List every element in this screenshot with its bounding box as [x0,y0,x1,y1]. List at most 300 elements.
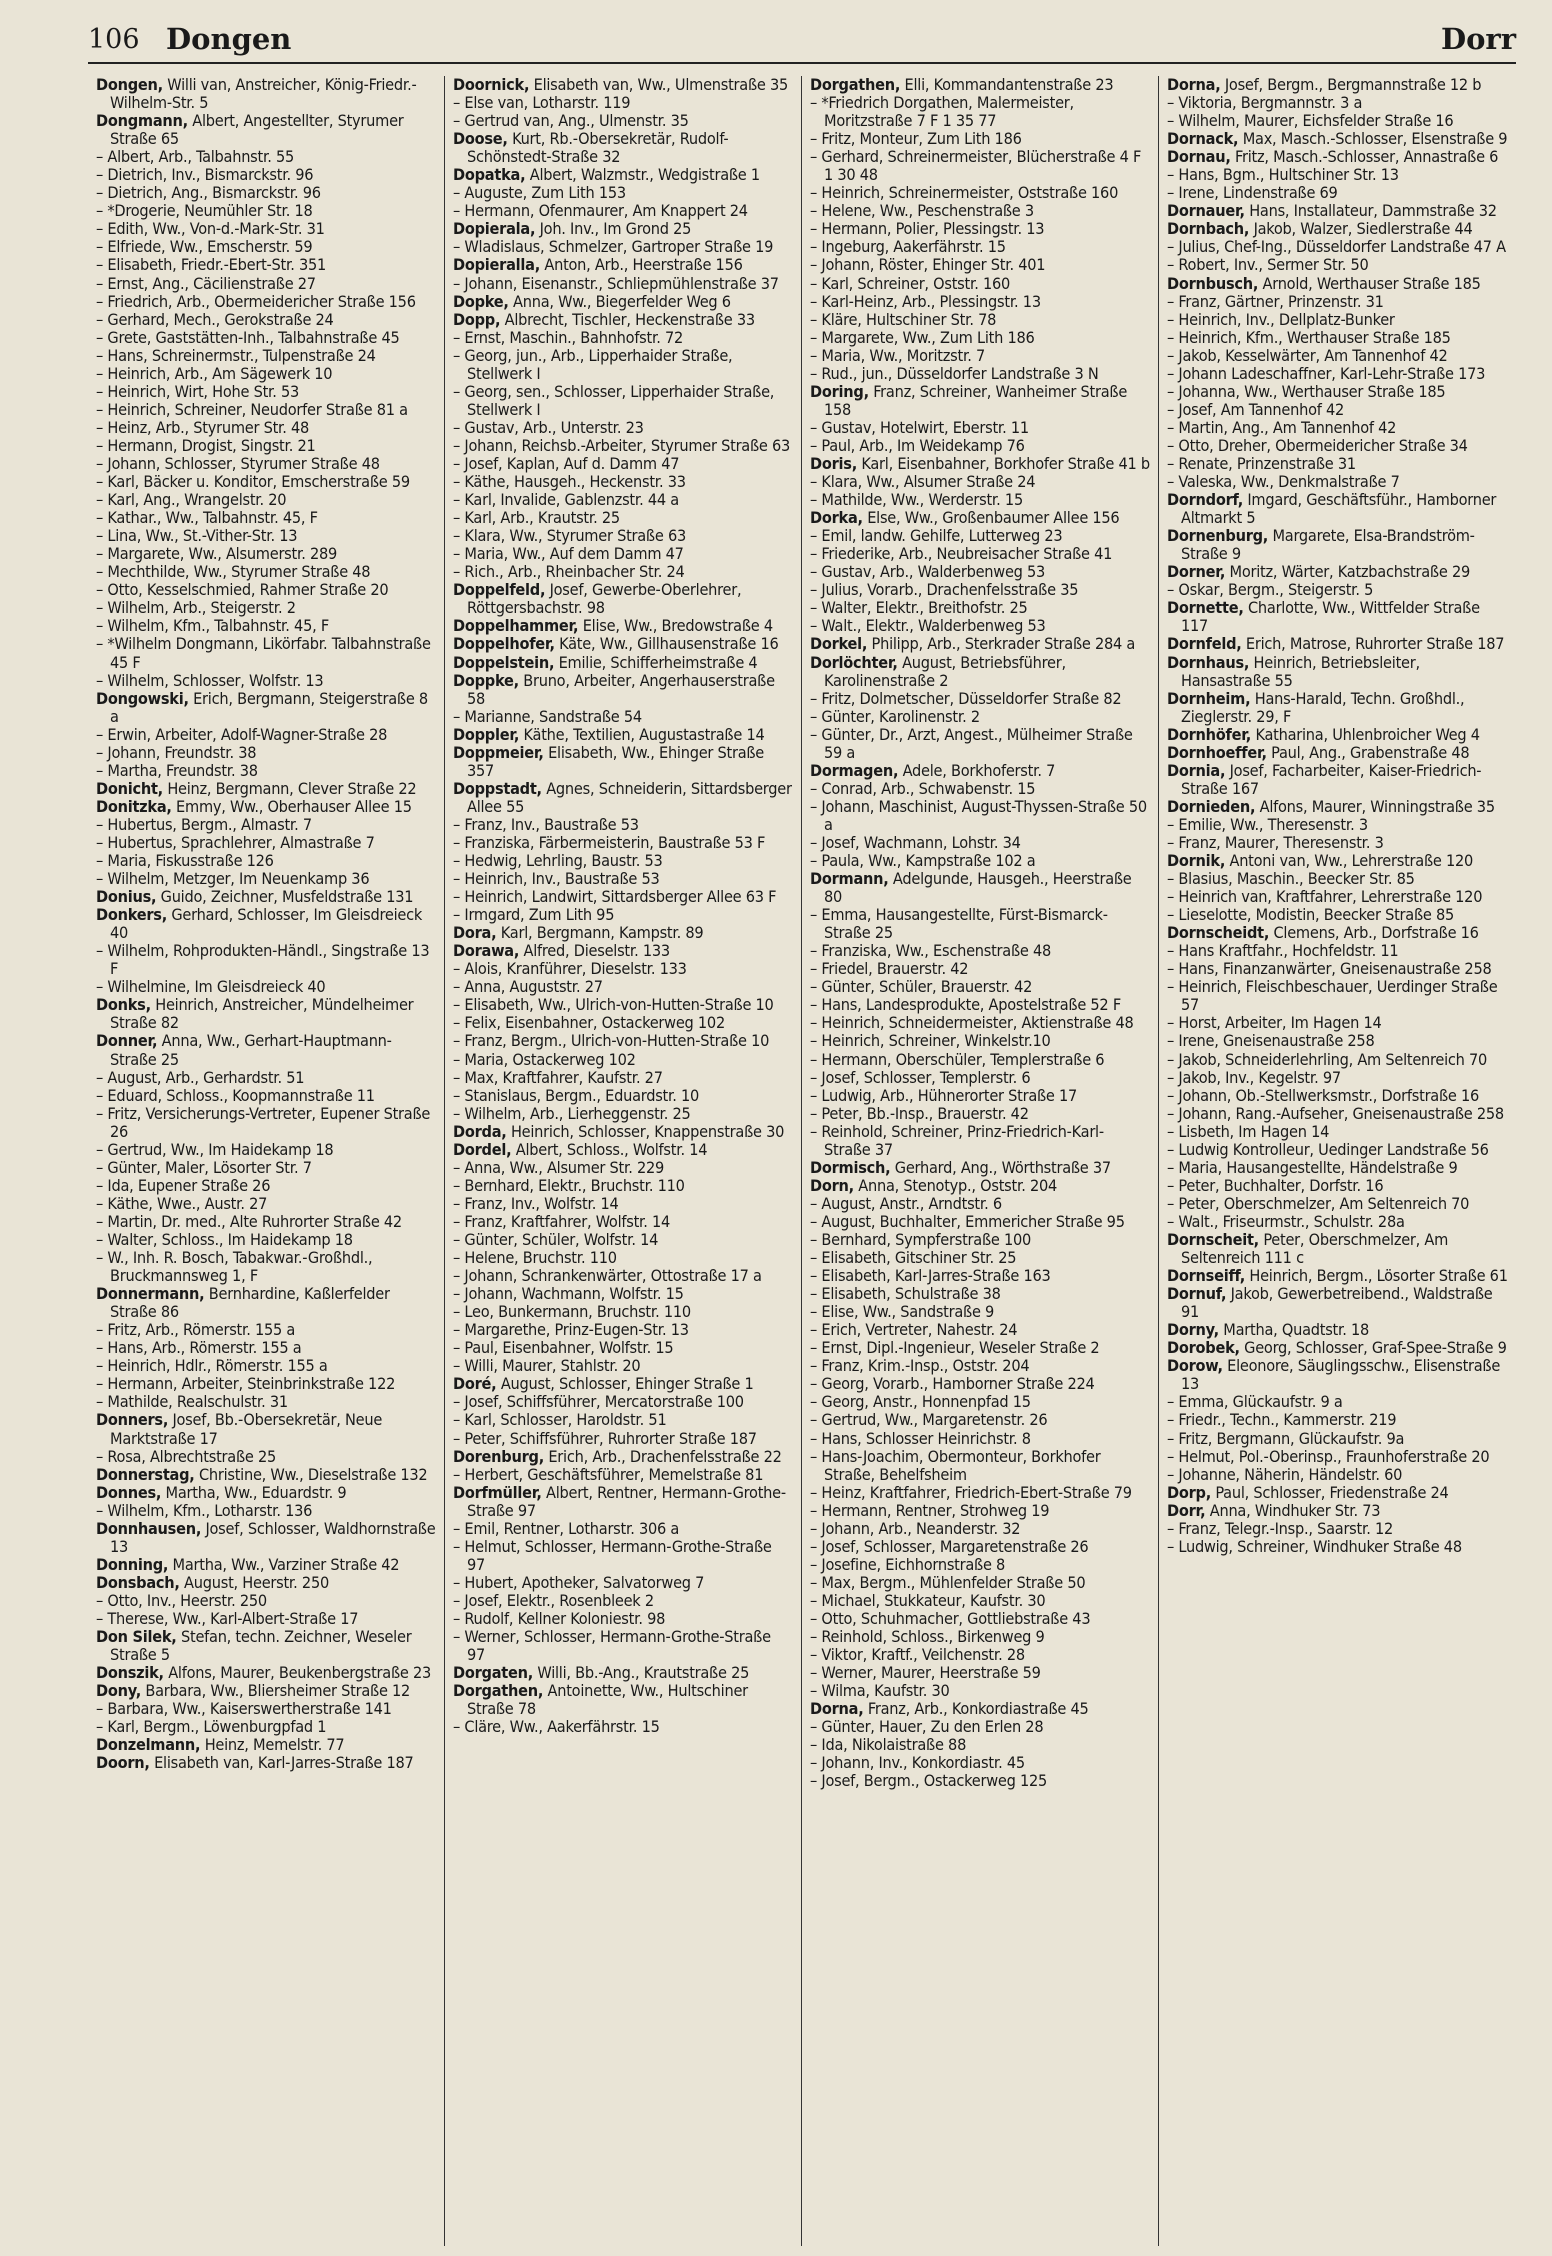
directory-entry [453,1195,793,1213]
entry-details: – Friedel, Brauerstr. 42 [810,959,969,979]
entry-details: – August, Buchhalter, Emmericher Straße 95 [810,1211,1125,1231]
entry-details: – Dietrich, Inv., Bismarckstr. 96 [96,165,314,185]
entry-surname: Donsbach, [96,1572,180,1592]
entry-surname: Don Silek, [96,1627,177,1647]
entry-surname: Dornauer, [1167,201,1245,221]
entry-details: – Helene, Ww., Peschenstraße 3 [810,201,1034,221]
entry-details: Bernhardine, Kaßlerfelder Straße 86 [110,1284,395,1322]
entry-surname: Dopatka, [453,165,526,185]
entry-details: Heinz, Memelstr. 77 [200,1735,345,1755]
entry-surname: Doring, [810,381,869,401]
directory-entry [96,1466,436,1484]
entry-details: – Irene, Gneisenaustraße 258 [1167,1031,1375,1051]
directory-entry [1167,599,1508,635]
entry-details: – Georg, jun., Arb., Lipperhaider Straße, Stellwerk I [453,345,737,383]
directory-entry [96,599,436,617]
entry-details: – Käthe, Wwe., Austr. 27 [96,1193,268,1213]
directory-entry [96,1285,436,1321]
directory-entry [96,1069,436,1087]
directory-entry [96,1610,436,1628]
entry-details: August, Betriebsführer, Karolinenstraße 2 [824,652,1071,690]
entry-details: – Hermann, Drogist, Singstr. 21 [96,435,316,455]
entry-details: – Franz, Gärtner, Prinzenstr. 31 [1167,291,1384,311]
entry-details: – Franz, Kraftfahrer, Wolfstr. 14 [453,1211,671,1231]
directory-entry [453,166,793,184]
entry-details: Heinrich, Bergm., Lösorter Straße 61 [1245,1266,1508,1286]
entry-details: – Johann, Ob.-Stellwerksmstr., Dorfstraße 16 [1167,1085,1480,1105]
entry-details: – Werner, Schlosser, Hermann-Grothe-Straße 97 [453,1627,776,1665]
directory-entry [453,455,793,473]
entry-surname: Dornuf, [1167,1284,1227,1304]
entry-details: – Otto, Dreher, Obermeidericher Straße 34 [1167,435,1468,455]
entry-details: – Lisbeth, Im Hagen 14 [1167,1121,1330,1141]
directory-entry [453,888,793,906]
entry-details: – Heinrich, Schneidermeister, Aktienstraße 48 [810,1013,1134,1033]
directory-entry [1167,1448,1508,1466]
entry-details: – Elisabeth, Friedr.-Ebert-Str. 351 [96,255,327,275]
entry-details: Fritz, Masch.-Schlosser, Annastraße 6 [1230,147,1499,167]
directory-entry [96,617,436,635]
entry-surname: Dorr, [1167,1500,1206,1520]
entry-details: – Heinrich, Schreiner, Neudorfer Straße 81 a [96,399,408,419]
directory-entry [1167,1484,1508,1502]
directory-entry [1167,347,1508,365]
entry-details: – Günter, Dr., Arzt, Angest., Mülheimer Straße 59 a [810,724,1137,762]
entry-surname: Dorgathen, [810,76,901,94]
directory-entry [810,1105,1150,1123]
directory-entry [96,1664,436,1682]
directory-entry [1167,1393,1508,1411]
entry-details: – Martha, Freundstr. 38 [96,760,258,780]
entry-details: – Ida, Nikolaistraße 88 [810,1735,967,1755]
entry-details: – Marianne, Sandstraße 54 [453,706,642,726]
entry-details: – Fritz, Versicherungs-Vertreter, Eupener Straße 26 [96,1103,435,1141]
directory-entry [1167,1087,1508,1105]
directory-entry [1167,1014,1508,1032]
entry-details: – Irmgard, Zum Lith 95 [453,905,615,925]
entry-details: – Wilma, Kaufstr. 30 [810,1681,950,1701]
entry-surname: Donks, [96,995,151,1015]
entry-details: Jakob, Walzer, Siedlerstraße 44 [1249,219,1473,239]
directory-entry [810,780,1150,798]
directory-entry [453,1430,793,1448]
entry-details: – Irene, Lindenstraße 69 [1167,183,1338,203]
entry-details: – Cläre, Ww., Aakerfährstr. 15 [453,1717,660,1737]
entry-details: – Hermann, Oberschüler, Templerstraße 6 [810,1049,1105,1069]
entry-details: – Heinrich, Inv., Dellplatz-Bunker [1167,309,1395,329]
entry-details: – Ernst, Dipl.-Ingenieur, Weseler Straße 2 [810,1338,1100,1358]
entry-details: Karl, Eisenbahner, Borkhofer Straße 41 b [856,453,1150,473]
directory-entry [453,311,793,329]
directory-entry [1167,924,1508,942]
entry-details: – Hermann, Ofenmaurer, Am Knappert 24 [453,201,748,221]
directory-entry [453,996,793,1014]
directory-entry [1167,906,1508,924]
directory-entry [96,365,436,383]
directory-entry [96,419,436,437]
directory-entry [453,1141,793,1159]
directory-entry [453,1123,793,1141]
entry-details: – Franz, Telegr.-Insp., Saarstr. 12 [1167,1518,1393,1538]
entry-surname: Donnermann, [96,1284,205,1304]
directory-entry [453,978,793,996]
directory-entry [810,275,1150,293]
entry-surname: Dorlöchter, [810,652,898,672]
directory-entry [96,1087,436,1105]
entry-details: – Peter, Schiffsführer, Ruhrorter Straße 187 [453,1428,757,1448]
entry-surname: Dorndorf, [1167,490,1243,510]
directory-entry [1167,870,1508,888]
entry-details: – Gertrud, Ww., Im Haidekamp 18 [96,1139,334,1159]
directory-entry [96,852,436,870]
entry-details: – Ida, Eupener Straße 26 [96,1175,271,1195]
entry-details: – Rud., jun., Düsseldorfer Landstraße 3 N [810,363,1099,383]
directory-entry [1167,1123,1508,1141]
entry-details: – Rosa, Albrechtstraße 25 [96,1446,276,1466]
entry-details: – Erich, Vertreter, Nahestr. 24 [810,1320,1018,1340]
directory-entry [96,726,436,744]
directory-entry [1167,491,1508,527]
directory-entry [96,563,436,581]
entry-details: – Helene, Bruchstr. 110 [453,1248,617,1268]
directory-entry [96,455,436,473]
entry-details: Käthe, Textilien, Augustastraße 14 [519,724,765,744]
directory-entry [810,365,1150,383]
directory-entry [453,1231,793,1249]
entry-details: Karl, Bergmann, Kampstr. 89 [496,923,704,943]
entry-details: – Heinrich, Arb., Am Sägewerk 10 [96,363,333,383]
entry-details: – Wilhelm, Rohprodukten-Händl., Singstraße 13 F [96,941,434,979]
directory-entry [453,617,793,635]
directory-entry [1167,1339,1508,1357]
directory-entry [453,960,793,978]
directory-entry [453,726,793,744]
entry-details: – Johann, Wachmann, Wolfstr. 15 [453,1284,684,1304]
directory-entry [96,581,436,599]
directory-entry [453,1610,793,1628]
directory-entry [96,1141,436,1159]
entry-details: Martha, Ww., Eduardstr. 9 [161,1482,347,1502]
directory-entry [1167,798,1508,816]
directory-entry [96,1159,436,1177]
directory-entry [1167,473,1508,491]
directory-entry [96,491,436,509]
directory-entry [96,383,436,401]
entry-surname: Dopke, [453,291,509,311]
directory-entry [810,1321,1150,1339]
entry-surname: Dornfeld, [1167,634,1242,654]
entry-surname: Dopierala, [453,219,536,239]
directory-entry [810,762,1150,780]
directory-entry [810,726,1150,762]
directory-entry [96,780,436,798]
entry-details: – Günter, Schüler, Brauerstr. 42 [810,977,1033,997]
directory-entry [96,1249,436,1285]
entry-surname: Donkers, [96,905,167,925]
entry-details: – Karl, Schreiner, Oststr. 160 [810,273,1011,293]
directory-entry [1167,1411,1508,1429]
directory-entry [453,744,793,780]
entry-details: – Friedrich, Arb., Obermeidericher Straße 156 [96,291,416,311]
directory-entry [96,672,436,690]
entry-details: Emmy, Ww., Oberhauser Allee 15 [171,796,412,816]
entry-details: – Oskar, Bergm., Steigerstr. 5 [1167,580,1374,600]
directory-entry [453,1285,793,1303]
directory-entry [1167,76,1508,94]
entry-details: – Bernhard, Elektr., Bruchstr. 110 [453,1175,685,1195]
entry-details: Albert, Schloss., Wolfstr. 14 [511,1139,708,1159]
directory-entry [1167,202,1508,220]
entry-details: – Franziska, Färbermeisterin, Baustraße 53 F [453,832,766,852]
entry-details: – Günter, Maler, Lösorter Str. 7 [96,1157,312,1177]
entry-details: – Johann Ladeschaffner, Karl-Lehr-Straße 173 [1167,363,1486,383]
entry-surname: Dornhöfer, [1167,724,1252,744]
entry-details: – Maria, Hausangestellte, Händelstraße 9 [1167,1157,1458,1177]
directory-entry [810,1375,1150,1393]
entry-details: Josef, Facharbeiter, Kaiser-Friedrich-Straße 167 [1181,760,1482,798]
entry-surname: Dorny, [1167,1320,1219,1340]
entry-details: – Hubert, Apotheker, Salvatorweg 7 [453,1572,705,1592]
entry-details: – Heinrich, Landwirt, Sittardsberger Allee 63 F [453,887,777,907]
directory-entry [1167,581,1508,599]
entry-surname: Dorn, [810,1175,854,1195]
directory-entry [810,708,1150,726]
directory-entry [453,293,793,311]
entry-details: Alfons, Maurer, Winningstraße 35 [1255,796,1495,816]
entry-details: – Else van, Lotharstr. 119 [453,93,631,113]
entry-surname: Dopp, [453,309,501,329]
directory-entry [1167,383,1508,401]
entry-surname: Dornik, [1167,851,1226,871]
entry-details: – Ludwig, Arb., Hühnerorter Straße 17 [810,1085,1078,1105]
entry-surname: Dorp, [1167,1482,1211,1502]
entry-details: – Conrad, Arb., Schwabenstr. 15 [810,778,1036,798]
page-header [88,22,1516,64]
entry-details: – Elisabeth, Ww., Ulrich-von-Hutten-Straße 10 [453,995,774,1015]
entry-details: – Peter, Oberschmelzer, Am Seltenreich 70 [1167,1193,1470,1213]
entry-details: – Max, Bergm., Mühlenfelder Straße 50 [810,1572,1086,1592]
directory-entry [810,1213,1150,1231]
directory-entry [453,473,793,491]
directory-entry [810,834,1150,852]
entry-details: – Maria, Ww., Moritzstr. 7 [810,345,985,365]
directory-entry [810,1339,1150,1357]
entry-details: – Julius, Chef-Ing., Düsseldorfer Landstraße 47 A [1167,237,1506,257]
directory-entry [810,1195,1150,1213]
directory-entry [810,1682,1150,1700]
directory-entry [810,1754,1150,1772]
directory-entry [810,76,1150,94]
directory-entry [96,816,436,834]
directory-entry [453,1484,793,1520]
entry-details: Anna, Ww., Gerhart-Hauptmann-Straße 25 [110,1031,392,1069]
directory-entry [96,942,436,978]
entry-details: Antoni van, Ww., Lehrerstraße 120 [1225,851,1474,871]
entry-details: – *Wilhelm Dongmann, Likörfabr. Talbahnstraße 45 F [96,634,436,672]
entry-details: – Johann, Eisenanstr., Schliepmühlenstraße 37 [453,273,779,293]
entry-details: – Hermann, Rentner, Strohweg 19 [810,1500,1050,1520]
entry-details: – Elisabeth, Karl-Jarres-Straße 163 [810,1266,1051,1286]
directory-entry [810,293,1150,311]
directory-entry [453,1393,793,1411]
entry-details: – Wilhelmine, Im Gleisdreieck 40 [96,977,326,997]
directory-entry [1167,256,1508,274]
running-head-first: Dongen [166,22,292,56]
entry-details: – *Friedrich Dorgathen, Malermeister, Moritzstraße 7 F 1 35 77 [810,93,1079,131]
entry-surname: Dornau, [1167,147,1231,167]
entry-details: August, Schlosser, Ehinger Straße 1 [496,1374,754,1394]
directory-entry [810,852,1150,870]
directory-entry [453,1538,793,1574]
entry-details: – Franz, Inv., Wolfstr. 14 [453,1193,619,1213]
entry-details: – Albert, Arb., Talbahnstr. 55 [96,147,295,167]
directory-entry [810,509,1150,527]
directory-entry [453,672,793,708]
entry-surname: Dorfmüller, [453,1482,542,1502]
entry-details: Anna, Stenotyp., Oststr. 204 [853,1175,1057,1195]
directory-entry [453,419,793,437]
directory-entry [1167,1267,1508,1285]
entry-details: – Elise, Ww., Sandstraße 9 [810,1302,995,1322]
directory-entry [453,654,793,672]
entry-details: Josef, Gewerbe-Oberlehrer, Röttgersbachstr. 98 [467,580,746,618]
entry-surname: Dorgathen, [453,1681,544,1701]
entry-details: August, Heerstr. 250 [179,1572,329,1592]
directory-entry [810,1520,1150,1538]
entry-details: Kurt, Rb.-Obersekretär, Rudolf-Schönstedt-Straße 32 [467,129,729,167]
directory-entry [1167,112,1508,130]
entry-details: – Paul, Arb., Im Weidekamp 76 [810,435,1025,455]
directory-entry [810,491,1150,509]
entry-surname: Dorner, [1167,562,1226,582]
entry-details: – Hans-Joachim, Obermonteur, Borkhofer Straße, Behelfsheim [810,1446,1105,1484]
entry-details: Stefan, techn. Zeichner, Weseler Straße 5 [110,1627,416,1665]
entry-details: – Ingeburg, Aakerfährstr. 15 [810,237,1006,257]
entry-details: – Josef, Bergm., Ostackerweg 125 [810,1771,1048,1791]
entry-details: – Karl, Ang., Wrangelstr. 20 [96,490,287,510]
entry-details: Eleonore, Säuglingsschw., Elisenstraße 13 [1181,1356,1505,1394]
entry-details: – Johann, Maschinist, August-Thyssen-Straße 50 a [810,796,1152,834]
entry-details: Anna, Windhuker Str. 73 [1205,1500,1381,1520]
entry-details: – Renate, Prinzenstraße 31 [1167,453,1356,473]
directory-entry [1167,1321,1508,1339]
entry-details: – Valeska, Ww., Denkmalstraße 7 [1167,472,1400,492]
directory-entry [96,1592,436,1610]
entry-surname: Dorna, [810,1699,864,1719]
directory-entry [810,130,1150,148]
directory-entry [96,220,436,238]
entry-details: – Klara, Ww., Alsumer Straße 24 [810,472,1036,492]
directory-entry [453,76,793,94]
entry-details: – Georg, Anstr., Honnenpfad 15 [810,1392,1031,1412]
directory-entry [1167,960,1508,978]
column-3 [802,76,1159,2246]
directory-entry [96,690,436,726]
entry-surname: Donszik, [96,1663,164,1683]
directory-entry [1167,834,1508,852]
entry-surname: Doppelstein, [453,652,555,672]
directory-entry [810,419,1150,437]
directory-entry [1167,1069,1508,1087]
entry-details: – Reinhold, Schreiner, Prinz-Friedrich-Karl-Straße 37 [810,1121,1104,1159]
entry-details: – Franz, Inv., Baustraße 53 [453,814,639,834]
directory-entry [1167,654,1508,690]
entry-details: – Michael, Stukkateur, Kaufstr. 30 [810,1590,1046,1610]
entry-details: – Heinrich, Hdlr., Römerstr. 155 a [96,1356,328,1376]
entry-details: – Willi, Maurer, Stahlstr. 20 [453,1356,641,1376]
entry-details: – Georg, sen., Schlosser, Lipperhaider Straße, Stellwerk I [453,381,779,419]
directory-entry [96,1628,436,1664]
entry-details: – Hans, Schlosser Heinrichstr. 8 [810,1428,1031,1448]
entry-surname: Doppelfeld, [453,580,546,600]
directory-entry [1167,1357,1508,1393]
entry-details: – Bernhard, Sympferstraße 100 [810,1230,1032,1249]
entry-details: – August, Anstr., Arndtstr. 6 [810,1193,1002,1213]
entry-surname: Dornscheidt, [1167,923,1270,943]
entry-details: – Mechthilde, Ww., Styrumer Straße 48 [96,562,371,582]
entry-surname: Dornbach, [1167,219,1250,239]
entry-surname: Doorn, [96,1753,150,1773]
entry-surname: Donner, [96,1031,158,1051]
directory-entry [810,473,1150,491]
entry-details: – Heinrich, Fleischbeschauer, Uerdinger Straße 57 [1167,977,1502,1015]
directory-entry [1167,437,1508,455]
column-4 [1159,76,1516,2246]
directory-entry [453,1411,793,1429]
entry-details: – Franz, Maurer, Theresenstr. 3 [1167,832,1384,852]
entry-details: – Martin, Dr. med., Alte Ruhrorter Straße 42 [96,1211,402,1231]
entry-details: – Hans, Arb., Römerstr. 155 a [96,1338,302,1358]
entry-details: Paul, Schlosser, Friedenstraße 24 [1211,1482,1449,1502]
directory-entry [96,1502,436,1520]
directory-entry [810,870,1150,906]
entry-details: – Karl, Arb., Krautstr. 25 [453,508,620,528]
directory-entry [96,184,436,202]
entry-details: – Heinrich, Schreiner, Winkelstr.10 [810,1031,1051,1051]
directory-entry [96,1321,436,1339]
directory-entry [453,1014,793,1032]
entry-details: – Hedwig, Lehrling, Baustr. 53 [453,851,663,871]
directory-entry [453,870,793,888]
directory-entry [810,220,1150,238]
entry-details: – Elisabeth, Gitschiner Str. 25 [810,1248,1017,1268]
directory-entry [453,942,793,960]
entry-surname: Dornack, [1167,129,1239,149]
column-1 [88,76,445,2246]
directory-entry [453,1592,793,1610]
entry-details: – Anna, Auguststr. 27 [453,977,603,997]
entry-details: – Kläre, Hultschiner Str. 78 [810,309,997,329]
entry-details: – Gerhard, Schreinermeister, Blücherstraße 4 F 1 30 48 [810,147,1146,185]
directory-entry [96,1484,436,1502]
directory-entry [96,293,436,311]
entry-details: – Margarete, Ww., Zum Lith 186 [810,327,1035,347]
directory-entry [453,545,793,563]
directory-entry [1167,455,1508,473]
directory-entry [1167,1502,1508,1520]
entry-details: – Hans, Landesprodukte, Apostelstraße 52 F [810,995,1121,1015]
entry-details: – Gustav, Arb., Walderbenweg 53 [810,562,1046,582]
entry-surname: Doppke, [453,670,519,690]
directory-entry [810,906,1150,942]
directory-entry [96,401,436,419]
entry-details: – Mathilde, Ww., Werderstr. 15 [810,490,1023,510]
entry-details: – Hans, Schreinermstr., Tulpenstraße 24 [96,345,376,365]
directory-entry [810,617,1150,635]
directory-entry [96,1032,436,1068]
directory-entry [810,798,1150,834]
directory-entry [453,509,793,527]
